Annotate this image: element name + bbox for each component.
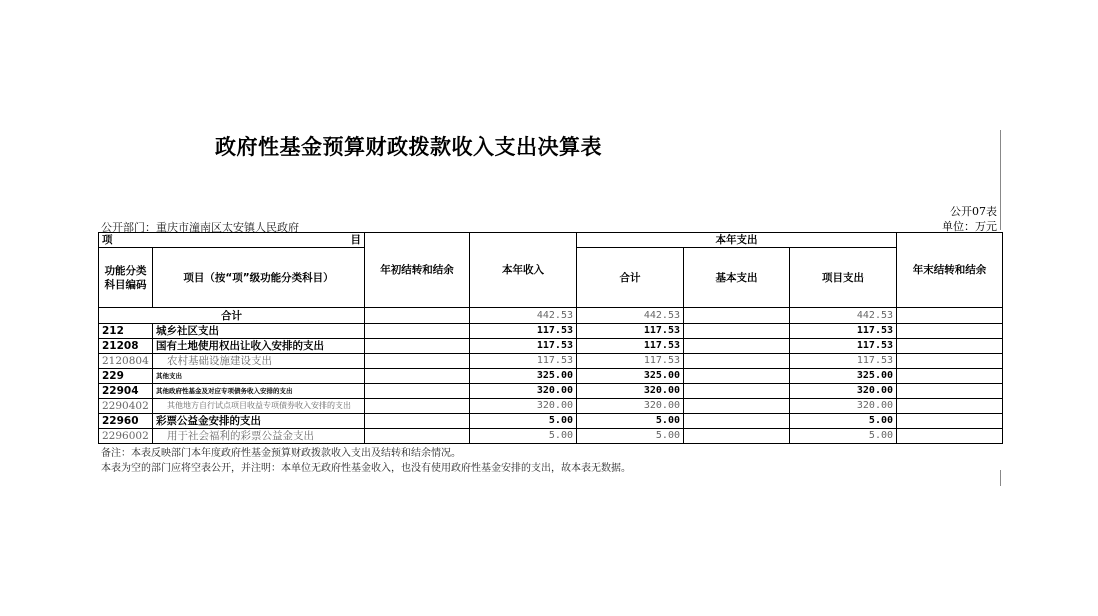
row-expend-total: 320.00 <box>577 384 684 399</box>
total-carry-begin <box>365 308 470 324</box>
row-code: 21208 <box>99 339 153 354</box>
row-expend-project: 5.00 <box>790 429 897 444</box>
header-xiang: 项 <box>102 234 113 246</box>
row-carry-begin <box>365 384 470 399</box>
total-label: 合计 <box>99 308 365 324</box>
row-income: 117.53 <box>470 354 577 369</box>
sheet-number: 公开07表 <box>950 205 997 218</box>
header-code-line1: 功能分类 <box>104 264 147 277</box>
row-expend-total: 325.00 <box>577 369 684 384</box>
header-mu: 目 <box>350 234 361 246</box>
row-carry-end <box>897 384 1003 399</box>
row-code: 2290402 <box>99 399 153 414</box>
budget-table <box>98 232 1003 444</box>
header-expend-project: 项目支出 <box>790 248 897 308</box>
row-carry-end <box>897 399 1003 414</box>
row-expend-total: 117.53 <box>577 324 684 339</box>
row-expend-total: 117.53 <box>577 354 684 369</box>
row-expend-project: 5.00 <box>790 414 897 429</box>
row-code: 229 <box>99 369 153 384</box>
row-expend-basic <box>684 369 790 384</box>
row-carry-end <box>897 354 1003 369</box>
row-name: 彩票公益金安排的支出 <box>153 414 365 429</box>
row-name: 城乡社区支出 <box>153 324 365 339</box>
header-carry-begin: 年初结转和结余 <box>365 233 470 308</box>
row-expend-basic <box>684 324 790 339</box>
total-income: 442.53 <box>470 308 577 324</box>
row-code: 212 <box>99 324 153 339</box>
row-expend-basic <box>684 399 790 414</box>
row-expend-basic <box>684 429 790 444</box>
row-carry-begin <box>365 354 470 369</box>
row-income: 325.00 <box>470 369 577 384</box>
row-expend-total: 5.00 <box>577 414 684 429</box>
row-expend-project: 325.00 <box>790 369 897 384</box>
row-code: 22904 <box>99 384 153 399</box>
header-expend-basic: 基本支出 <box>684 248 790 308</box>
header-xiang-mu <box>99 233 365 248</box>
row-income: 117.53 <box>470 324 577 339</box>
department-label: 公开部门：重庆市潼南区太安镇人民政府 <box>101 221 299 234</box>
row-expend-project: 117.53 <box>790 354 897 369</box>
row-name: 国有土地使用权出让收入安排的支出 <box>153 339 365 354</box>
row-carry-end <box>897 339 1003 354</box>
note-line-1: 备注：本表反映部门本年度政府性基金预算财政拨款收入支出及结转和结余情况。 <box>101 448 461 459</box>
row-expend-total: 320.00 <box>577 399 684 414</box>
row-carry-begin <box>365 324 470 339</box>
row-carry-begin <box>365 429 470 444</box>
header-item: 项目（按“项”级功能分类科目） <box>153 248 365 308</box>
page-border-line <box>1000 130 1001 230</box>
header-expend-total: 合计 <box>577 248 684 308</box>
row-expend-basic <box>684 354 790 369</box>
row-carry-begin <box>365 369 470 384</box>
row-carry-begin <box>365 414 470 429</box>
note-line-2: 本表为空的部门应将空表公开，并注明：本单位无政府性基金收入，也没有使用政府性基金安排的支出，故本表无数据。 <box>101 463 631 474</box>
row-name: 农村基础设施建设支出 <box>153 354 365 369</box>
row-expend-total: 5.00 <box>577 429 684 444</box>
row-name: 用于社会福利的彩票公益金支出 <box>153 429 365 444</box>
row-expend-basic <box>684 339 790 354</box>
row-expend-basic <box>684 414 790 429</box>
row-code: 2296002 <box>99 429 153 444</box>
total-expend-basic <box>684 308 790 324</box>
row-expend-project: 320.00 <box>790 384 897 399</box>
row-code: 22960 <box>99 414 153 429</box>
row-carry-begin <box>365 339 470 354</box>
row-code: 2120804 <box>99 354 153 369</box>
row-income: 320.00 <box>470 384 577 399</box>
row-income: 5.00 <box>470 414 577 429</box>
row-income: 5.00 <box>470 429 577 444</box>
row-expend-project: 320.00 <box>790 399 897 414</box>
row-expend-project: 117.53 <box>790 339 897 354</box>
row-carry-end <box>897 324 1003 339</box>
row-carry-end <box>897 369 1003 384</box>
row-name: 其他支出 <box>153 369 365 384</box>
row-expend-project: 117.53 <box>790 324 897 339</box>
total-carry-end <box>897 308 1003 324</box>
row-carry-begin <box>365 399 470 414</box>
page-title: 政府性基金预算财政拨款收入支出决算表 <box>215 135 602 159</box>
row-expend-basic <box>684 384 790 399</box>
page-border-line-lower <box>1000 470 1001 486</box>
header-expend-group: 本年支出 <box>577 233 897 248</box>
row-name: 其他政府性基金及对应专项债务收入安排的支出 <box>153 384 365 399</box>
row-carry-end <box>897 429 1003 444</box>
header-carry-end: 年末结转和结余 <box>897 233 1003 308</box>
header-code-line2: 科目编码 <box>104 278 147 291</box>
row-income: 117.53 <box>470 339 577 354</box>
unit-label: 单位：万元 <box>942 220 997 233</box>
row-carry-end <box>897 414 1003 429</box>
row-name: 其他地方自行试点项目收益专项债券收入安排的支出 <box>153 399 365 414</box>
header-code <box>99 248 153 308</box>
header-income: 本年收入 <box>470 233 577 308</box>
total-expend-total: 442.53 <box>577 308 684 324</box>
row-income: 320.00 <box>470 399 577 414</box>
total-expend-project: 442.53 <box>790 308 897 324</box>
row-expend-total: 117.53 <box>577 339 684 354</box>
